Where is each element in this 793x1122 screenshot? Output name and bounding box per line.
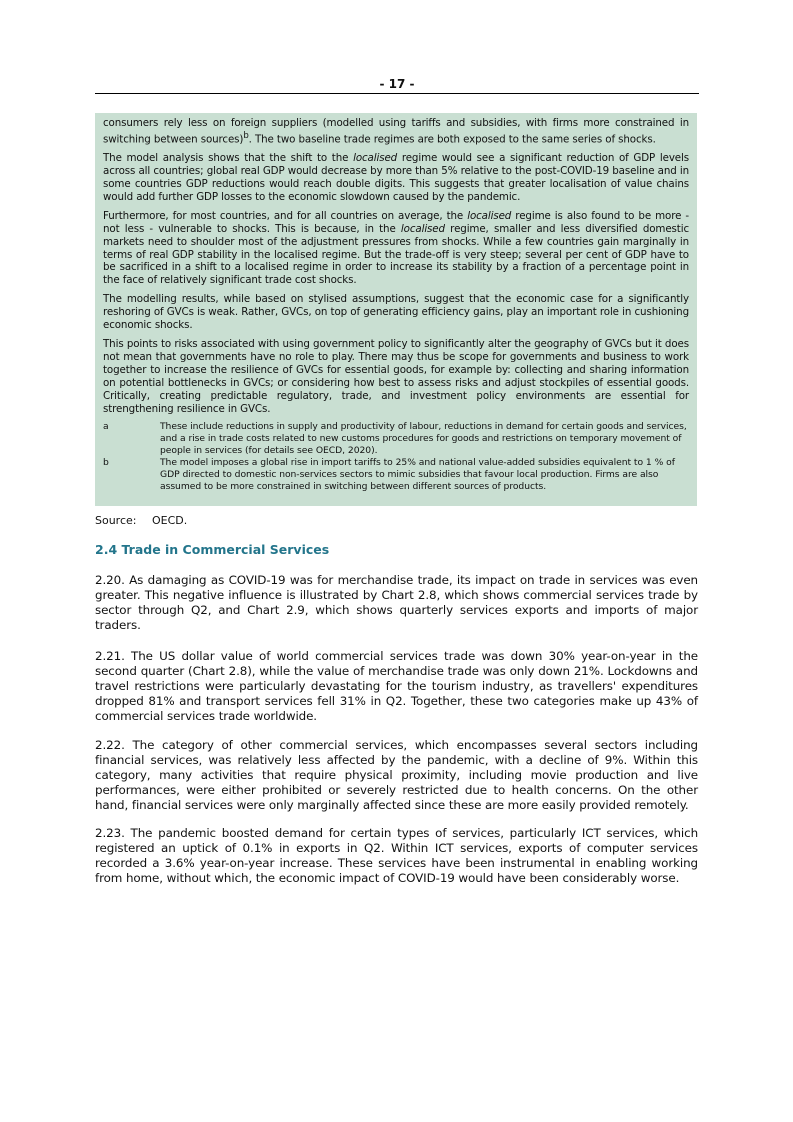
note-text: These include reductions in supply and productivity of labour, reductions in demand for certain goods and services, and a rise in trade costs related to new customs procedures for goods and restrictions on temporary movement of people in services (for details see OECD, 2020).	[160, 421, 687, 457]
paragraph-2-21: 2.21. The US dollar value of world commercial services trade was down 30% year-on-year in the second quarter (Chart 2.8), while the value of merchandise trade was only down 21%. Lockdowns and travel restrictions were particularly devastating for the tourism industry, as travellers' expenditures dropped 81% and transport services fell 31% in Q2. Together, these two categories make up 43% of commercial services trade worldwide.	[95, 649, 698, 723]
page-number: - 17 -	[379, 77, 415, 91]
note-text: The model imposes a global rise in import tariffs to 25% and national value-added subsidies equivalent to 1 % of GDP directed to domestic non-services sectors to mimic subsidies that favour local production. Firms are also assumed to be more constrained in switching between different sources of products.	[160, 457, 675, 493]
box-paragraph-5	[103, 338, 689, 415]
header-rule	[95, 93, 699, 94]
text-run: This points to risks associated with using government policy to significantly alter the geography of GVCs but it does not mean that governments have no role to play. There may thus be scope for governments and business to work together to increase the resilience of GVCs for essential goods, for example by: collecting and sharing information on potential bottlenecks in GVCs; or considering how best to assess risks and adjust stockpiles of essential goods. Critically, creating predictable regulatory, trade, and investment policy environments are essential for strengthening resilience in GVCs.	[103, 338, 689, 415]
section-heading: 2.4 Trade in Commercial Services	[95, 542, 330, 557]
box-note-a	[103, 421, 689, 457]
text-run: consumers rely less on foreign suppliers (modelled using tariffs and subsidies, with firms more constrained in switching between sources)	[103, 117, 689, 146]
oecd-findings-box	[95, 113, 697, 506]
box-paragraph-3	[103, 210, 689, 287]
box-paragraph-2	[103, 152, 689, 204]
source-line	[95, 514, 187, 528]
source-label: Source:	[95, 514, 137, 527]
text-run: Furthermore, for most countries, and for all countries on average, the	[103, 209, 468, 222]
text-run: The modelling results, while based on stylised assumptions, suggest that the economic case for a significantly reshoring of GVCs is weak. Rather, GVCs, on top of generating efficiency gains, play an important role in cushioning economic shocks.	[103, 293, 689, 332]
note-letter: a	[103, 421, 109, 433]
emphasis: localised	[467, 209, 512, 222]
paragraph-2-20: 2.20. As damaging as COVID-19 was for merchandise trade, its impact on trade in services was even greater. This negative influence is illustrated by Chart 2.8, which shows commercial services trade by sector through Q2, and Chart 2.9, which shows quarterly services exports and imports of major traders.	[95, 573, 698, 632]
paragraph-2-22: 2.22. The category of other commercial services, which encompasses several sectors including financial services, was relatively less affected by the pandemic, with a decline of 9%. Within this category, many activities that require physical proximity, including movie production and live performances, were either prohibited or severely restricted due to health concerns. On the other hand, financial services were only marginally affected since these are more easily provided remotely.	[95, 738, 698, 812]
text-run: regime would see a significant reduction of GDP levels across all countries; global real GDP would decrease by more than 5% relative to the post-COVID-19 baseline and in some countries GDP reductions would reach double digits. This suggests that greater localisation of value chains would add further GDP losses to the economic slowdown caused by the pandemic.	[103, 152, 689, 203]
paragraph-2-23: 2.23. The pandemic boosted demand for certain types of services, particularly ICT services, which registered an uptick of 0.1% in exports in Q2. Within ICT services, exports of computer services recorded a 3.6% year-on-year increase. These services have been instrumental in enabling working from home, without which, the economic impact of COVID-19 would have been considerably worse.	[95, 826, 698, 885]
note-letter: b	[103, 457, 109, 469]
text-run: regime, smaller and less diversified domestic markets need to shoulder most of the adjustment pressures from shocks. While a few countries gain marginally in terms of real GDP stability in the localised regime. But the trade-off is very steep; several per cent of GDP have to be sacrificed in a shift to a localised regime in order to increase its stability by a fraction of a percentage point in the face of relatively significant trade cost shocks.	[103, 222, 690, 287]
box-paragraph-1	[103, 117, 689, 146]
box-note-b	[103, 457, 689, 493]
source-value: OECD.	[152, 514, 188, 527]
text-run: . The two baseline trade regimes are both exposed to the same series of shocks.	[248, 133, 656, 146]
box-paragraph-4	[103, 293, 689, 332]
text-run: The model analysis shows that the shift to the	[103, 152, 354, 165]
footnote-marker: b	[243, 130, 249, 141]
emphasis: localised	[400, 222, 445, 235]
text-run: regime is also found to be more - not less - vulnerable to shocks. This is because, in the	[103, 209, 689, 235]
emphasis: localised	[353, 152, 398, 165]
